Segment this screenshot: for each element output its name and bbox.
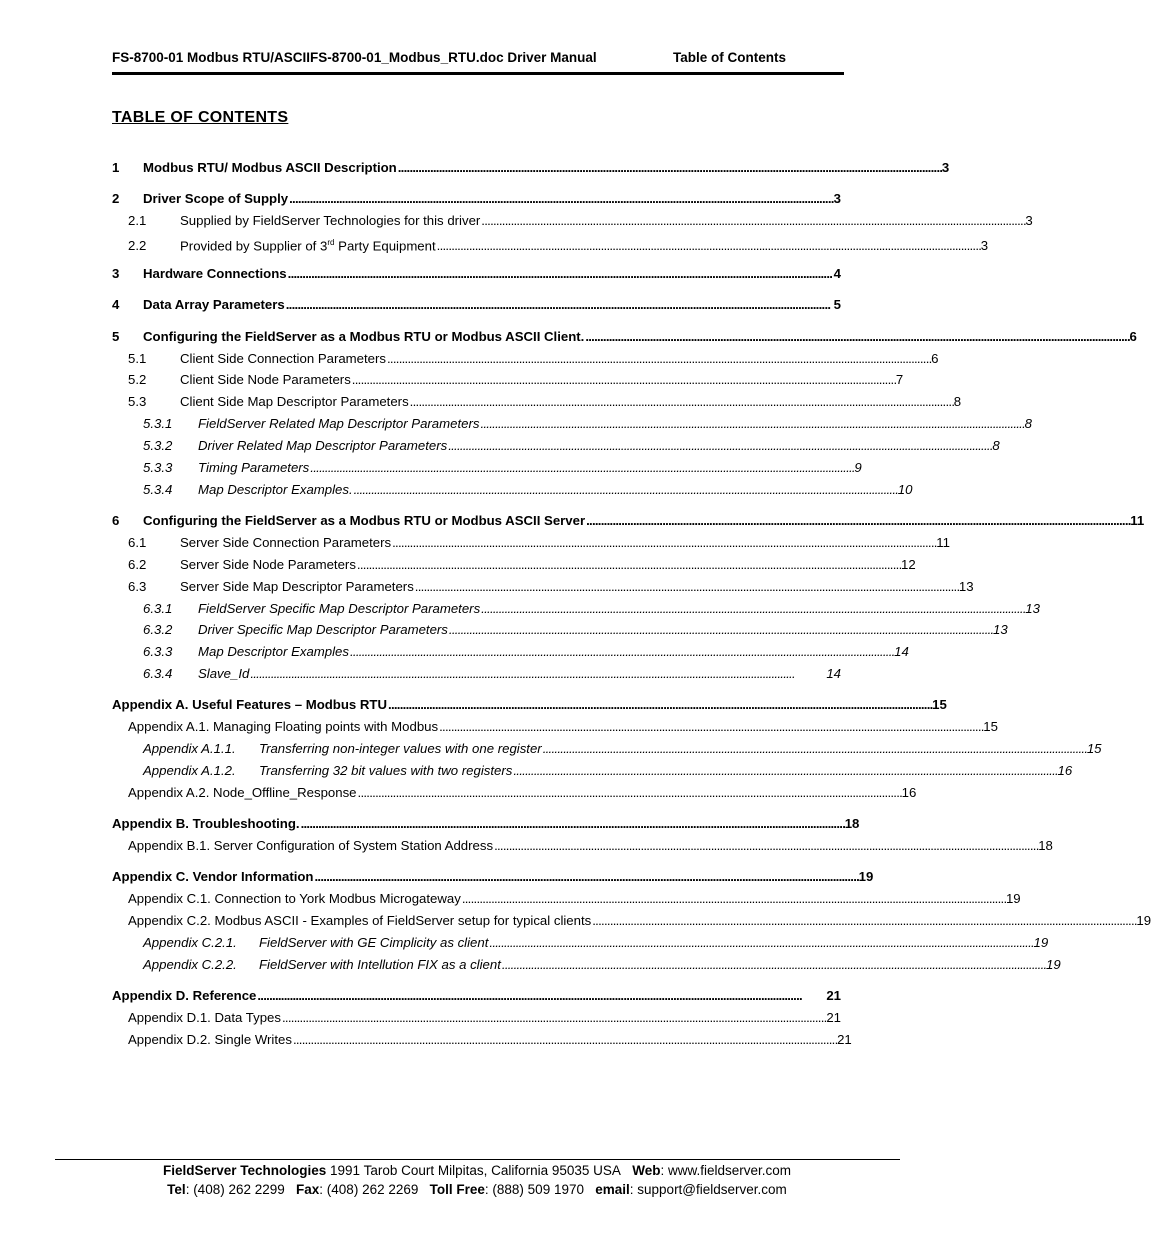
- footer-address: 1991 Tarob Court Milpitas, California 95035 USA: [326, 1163, 621, 1178]
- toc-entry-number: 6.3.2: [143, 622, 173, 637]
- toc-entry-title: Driver Scope of Supply: [143, 191, 289, 206]
- toc-entry-title: Modbus RTU/ Modbus ASCII Description: [143, 160, 397, 175]
- toc-dot-leader: [410, 392, 953, 412]
- toc-dot-leader: [387, 349, 930, 369]
- footer-email-link[interactable]: : support@fieldserver.com: [629, 1182, 787, 1197]
- toc-entry-title: Transferring non-integer values with one register: [259, 741, 542, 756]
- toc-dot-leader: [448, 436, 991, 456]
- toc-entry-title: Server Side Node Parameters: [180, 557, 356, 572]
- toc-entry-page-number: 8: [1024, 416, 1032, 431]
- toc-entry[interactable]: [128, 1030, 852, 1050]
- toc-entry-title: Data Array Parameters: [143, 297, 285, 312]
- toc-entry-number: 5.3.2: [143, 438, 173, 453]
- toc-dot-leader: [398, 158, 941, 178]
- toc-entry-number: Appendix A.1.1.: [143, 741, 236, 756]
- toc-entry-number: 5.1: [128, 351, 147, 366]
- toc-entry-title: FieldServer Related Map Descriptor Parameters: [198, 416, 480, 431]
- toc-entry-page-number: 6: [1129, 329, 1137, 344]
- toc-entry-number: 4: [112, 297, 120, 312]
- toc-entry[interactable]: [143, 739, 1102, 759]
- footer-tel-value: : (408) 262 2299: [185, 1182, 285, 1197]
- toc-entry-title: Map Descriptor Examples.: [198, 482, 353, 497]
- toc-dot-leader: [543, 739, 1086, 759]
- toc-entry-number: 6.3.4: [143, 666, 173, 681]
- toc-dot-leader: [481, 211, 1024, 231]
- toc-dot-leader: [480, 414, 1023, 434]
- toc-entry[interactable]: [128, 836, 1053, 856]
- toc-entry-page-number: 15: [983, 719, 998, 734]
- toc-entry-title: Transferring 32 bit values with two registers: [259, 763, 513, 778]
- toc-dot-leader: [289, 189, 833, 209]
- toc-entry-number: Appendix C.2.2.: [143, 957, 237, 972]
- toc-entry-page-number: 3: [1025, 213, 1033, 228]
- toc-dot-leader: [462, 889, 1005, 909]
- toc-entry-title: Appendix D.1. Data Types: [128, 1010, 281, 1025]
- toc-entry-page-number: 19: [1005, 891, 1021, 906]
- toc-entry-page-number: 21: [826, 1010, 841, 1025]
- toc-entry-title: Appendix A.1. Managing Floating points with Modbus: [128, 719, 439, 734]
- toc-entry-page-number: 3: [980, 238, 989, 254]
- toc-entry[interactable]: [112, 189, 841, 209]
- toc-entry[interactable]: [143, 620, 1008, 640]
- toc-entry[interactable]: [128, 392, 962, 412]
- toc-entry-number: 6: [112, 513, 120, 528]
- toc-entry-page-number: 11: [1130, 513, 1145, 528]
- toc-entry-page-number: 21: [837, 1032, 852, 1047]
- toc-dot-leader: [352, 370, 895, 390]
- header-section-title: Table of Contents: [673, 50, 786, 65]
- toc-entry-page-number: 19: [1046, 957, 1061, 972]
- toc-entry-page-number: 18: [1038, 838, 1053, 853]
- toc-entry[interactable]: [128, 370, 904, 390]
- toc-dot-leader: [592, 911, 1135, 931]
- toc-entry[interactable]: [128, 233, 989, 254]
- toc-entry[interactable]: [128, 211, 1033, 231]
- toc-dot-leader: [502, 955, 1045, 975]
- toc-entry-page-number: 6: [931, 351, 939, 366]
- toc-entry-title: Appendix C. Vendor Information: [112, 869, 314, 884]
- toc-dot-leader: [314, 867, 857, 887]
- footer-tollfree-label: Toll Free: [429, 1182, 485, 1197]
- toc-entry[interactable]: [128, 349, 939, 369]
- toc-entry-title: Hardware Connections: [143, 266, 287, 281]
- toc-entry-title: Appendix C.1. Connection to York Modbus Microgateway: [128, 891, 461, 906]
- toc-entry[interactable]: [112, 264, 841, 284]
- toc-entry-page-number: 10: [897, 482, 913, 497]
- toc-dot-leader: [282, 1008, 825, 1028]
- footer-tollfree-value: : (888) 509 1970: [484, 1182, 584, 1197]
- toc-entry-title: FieldServer with Intellution FIX as a client: [259, 957, 501, 972]
- toc-entry[interactable]: [128, 717, 998, 737]
- toc-entry-page-number: 15: [932, 697, 947, 712]
- toc-entry-title: Driver Specific Map Descriptor Parameters: [198, 622, 448, 637]
- toc-entry[interactable]: [112, 814, 860, 834]
- toc-entry[interactable]: [143, 664, 841, 684]
- toc-entry-title: Appendix D. Reference: [112, 988, 257, 1003]
- toc-entry[interactable]: [128, 889, 1021, 909]
- toc-entry-title: Client Side Node Parameters: [180, 372, 351, 387]
- toc-entry-page-number: 21: [826, 988, 841, 1003]
- footer-line-1: [0, 1163, 954, 1178]
- toc-entry[interactable]: [128, 911, 1151, 931]
- toc-entry[interactable]: [128, 555, 916, 575]
- toc-dot-leader: [301, 814, 844, 834]
- toc-entry[interactable]: [128, 1008, 841, 1028]
- toc-entry-page-number: 9: [854, 460, 862, 475]
- toc-entry-title: Client Side Connection Parameters: [180, 351, 386, 366]
- footer-line-2: [0, 1182, 954, 1197]
- toc-dot-leader: [257, 986, 825, 1006]
- toc-entry-page-number: 13: [993, 622, 1008, 637]
- footer-fax-value: : (408) 262 2269: [319, 1182, 419, 1197]
- toc-dot-leader: [286, 295, 833, 315]
- toc-entry-number: 1: [112, 160, 120, 175]
- toc-entry[interactable]: [143, 458, 862, 478]
- toc-dot-leader: [350, 642, 893, 662]
- toc-dot-leader: [388, 695, 931, 715]
- footer-fax-label: Fax: [296, 1182, 320, 1197]
- toc-entry-title: Client Side Map Descriptor Parameters: [180, 394, 409, 409]
- toc-entry[interactable]: [143, 761, 1073, 781]
- toc-dot-leader: [293, 1030, 836, 1050]
- toc-entry-number: 3: [112, 266, 120, 281]
- toc-entry[interactable]: [112, 511, 1145, 531]
- toc-entry-page-number: 18: [844, 816, 860, 831]
- toc-entry-title: Appendix B.1. Server Configuration of System Station Address: [128, 838, 494, 853]
- toc-entry-title: Server Side Connection Parameters: [180, 535, 392, 550]
- toc-entry-number: 5.3: [128, 394, 147, 409]
- toc-dot-leader: [481, 599, 1024, 619]
- toc-entry[interactable]: [112, 327, 1137, 347]
- toc-entry-title: Timing Parameters: [198, 460, 310, 475]
- header-document-title: FS-8700-01 Modbus RTU/ASCIIFS-8700-01_Modbus_RTU.doc Driver Manual: [112, 50, 597, 65]
- toc-dot-leader: [449, 620, 992, 640]
- toc-entry-title: Driver Related Map Descriptor Parameters: [198, 438, 448, 453]
- toc-entry-title: Configuring the FieldServer as a Modbus RTU or Modbus ASCII Server: [143, 513, 586, 528]
- footer-rule: [55, 1159, 900, 1160]
- toc-entry-title: Server Side Map Descriptor Parameters: [180, 579, 414, 594]
- toc-entry-number: Appendix C.2.1.: [143, 935, 237, 950]
- toc-entry-page-number: 14: [826, 666, 841, 681]
- toc-entry-title: Slave_Id: [198, 666, 250, 681]
- toc-entry-title: FieldServer Specific Map Descriptor Parameters: [198, 601, 481, 616]
- toc-entry-page-number: 11: [936, 535, 950, 550]
- toc-entry[interactable]: [112, 695, 947, 715]
- toc-entry-title: Appendix A.2. Node_Offline_Response: [128, 785, 357, 800]
- toc-entry-number: 2.2: [128, 238, 147, 254]
- toc-entry-page-number: 7: [895, 372, 904, 387]
- footer-web-label: Web: [632, 1163, 661, 1178]
- toc-entry[interactable]: [128, 533, 950, 553]
- toc-entry-page-number: 19: [858, 869, 874, 884]
- toc-entry[interactable]: [143, 414, 1032, 434]
- toc-entry-number: 6.3.1: [143, 601, 173, 616]
- toc-entry[interactable]: [143, 933, 1049, 953]
- toc-dot-leader: [357, 555, 900, 575]
- toc-dot-leader: [392, 533, 935, 553]
- toc-dot-leader: [513, 761, 1056, 781]
- toc-entry-page-number: 3: [941, 160, 950, 175]
- toc-entry-page-number: 15: [1086, 741, 1102, 756]
- toc-entry[interactable]: [112, 295, 841, 315]
- toc-entry-page-number: 5: [833, 297, 841, 312]
- toc-entry-number: 6.3.3: [143, 644, 173, 659]
- toc-entry-title: Appendix B. Troubleshooting.: [112, 816, 300, 831]
- toc-entry-number: Appendix A.1.2.: [143, 763, 236, 778]
- toc-dot-leader: [415, 577, 958, 597]
- toc-entry-page-number: 8: [992, 438, 1000, 453]
- toc-entry-number: 6.3: [128, 579, 147, 594]
- toc-entry-title: Map Descriptor Examples: [198, 644, 349, 659]
- toc-dot-leader: [585, 327, 1128, 347]
- toc-entry-number: 2: [112, 191, 120, 206]
- toc-dot-leader: [586, 511, 1129, 531]
- toc-entry-number: 5.3.3: [143, 460, 173, 475]
- toc-entry-title: Appendix C.2. Modbus ASCII - Examples of FieldServer setup for typical clients: [128, 913, 592, 928]
- superscript: rd: [327, 238, 335, 247]
- toc-entry-page-number: 14: [894, 644, 909, 659]
- toc-entry-number: 2.1: [128, 213, 147, 228]
- toc-dot-leader: [310, 458, 853, 478]
- toc-entry[interactable]: [112, 867, 874, 887]
- toc-entry-page-number: 16: [1057, 763, 1073, 778]
- toc-entry-number: 6.1: [128, 535, 147, 550]
- toc-entry-title: Configuring the FieldServer as a Modbus RTU or Modbus ASCII Client.: [143, 329, 585, 344]
- footer-web-link[interactable]: : www.fieldserver.com: [660, 1163, 792, 1178]
- footer-tel-label: Tel: [167, 1182, 186, 1197]
- toc-entry-number: 5: [112, 329, 120, 344]
- toc-entry[interactable]: [128, 577, 974, 597]
- toc-entry-number: 5.2: [128, 372, 147, 387]
- toc-heading: TABLE OF CONTENTS: [112, 109, 289, 126]
- toc-entry-page-number: 16: [901, 785, 917, 800]
- toc-entry[interactable]: [143, 599, 1040, 619]
- footer-email-label: email: [595, 1182, 630, 1197]
- toc-dot-leader: [494, 836, 1037, 856]
- toc-entry-title: Appendix A. Useful Features – Modbus RTU: [112, 697, 388, 712]
- toc-entry-title: Supplied by FieldServer Technologies for this driver: [180, 213, 481, 228]
- toc-entry[interactable]: [112, 158, 950, 178]
- toc-entry-page-number: 4: [833, 266, 841, 281]
- toc-entry-page-number: 8: [953, 394, 962, 409]
- toc-entry-number: 5.3.4: [143, 482, 173, 497]
- toc-dot-leader: [288, 264, 833, 284]
- toc-entry-title: FieldServer with GE Cimplicity as client: [259, 935, 489, 950]
- toc-dot-leader: [354, 480, 897, 500]
- footer-company: FieldServer Technologies: [162, 1163, 327, 1178]
- toc-entry-page-number: 19: [1033, 935, 1049, 950]
- toc-entry-page-number: 13: [1025, 601, 1040, 616]
- toc-entry-title: Provided by Supplier of 3rd Party Equipment: [180, 238, 436, 254]
- toc-entry[interactable]: [143, 642, 909, 662]
- toc-dot-leader: [437, 236, 980, 256]
- toc-dot-leader: [439, 717, 982, 737]
- toc-dot-leader: [250, 664, 825, 684]
- toc-entry-page-number: 12: [901, 557, 916, 572]
- toc-dot-leader: [358, 783, 901, 803]
- toc-entry[interactable]: [143, 955, 1061, 975]
- toc-entry-number: 5.3.1: [143, 416, 173, 431]
- toc-entry-page-number: 13: [958, 579, 974, 594]
- toc-entry[interactable]: [143, 436, 1000, 456]
- toc-entry-page-number: 3: [833, 191, 841, 206]
- toc-dot-leader: [489, 933, 1032, 953]
- toc-entry[interactable]: [128, 783, 917, 803]
- toc-entry-title: Appendix D.2. Single Writes: [128, 1032, 292, 1047]
- toc-entry[interactable]: [112, 986, 841, 1006]
- toc-entry-number: 6.2: [128, 557, 147, 572]
- toc-entry[interactable]: [143, 480, 913, 500]
- toc-entry-page-number: 19: [1136, 913, 1151, 928]
